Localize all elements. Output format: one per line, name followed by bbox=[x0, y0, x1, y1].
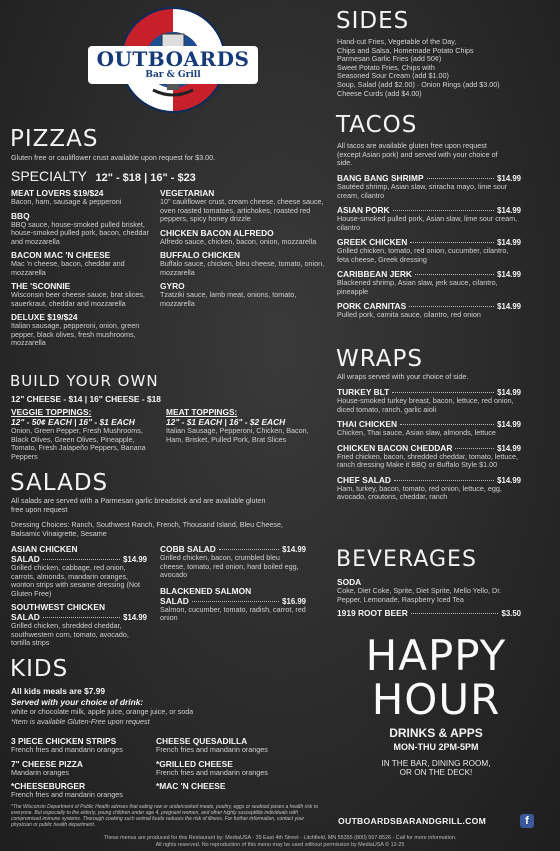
kids-item bbox=[156, 736, 316, 755]
kids-item-name: 3 PIECE CHICKEN STRIPS bbox=[11, 736, 117, 746]
wrap-price: $14.99 bbox=[497, 388, 521, 397]
wrap-name: TURKEY BLT bbox=[337, 387, 390, 397]
pizza-name: MEAT LOVERS $19/$24 bbox=[11, 188, 104, 198]
sides-line: Soup, Salad (add $2.00) · Onion Rings (add $3.00) bbox=[337, 79, 500, 89]
wrap-desc: House-smoked turkey breast, bacon, lettuce, red onion, diced tomato, ranch, garlic aioli bbox=[337, 396, 514, 414]
kids-item-name: 7" CHEESE PIZZA bbox=[11, 758, 83, 769]
taco-price: $14.99 bbox=[497, 206, 521, 215]
pizza-item bbox=[160, 250, 326, 277]
leader-dots bbox=[411, 613, 499, 614]
leader-dots bbox=[43, 617, 120, 618]
logo-subtitle: Bar & Grill bbox=[145, 70, 201, 80]
leader-dots bbox=[392, 392, 494, 393]
pizza-list-left bbox=[11, 188, 153, 348]
leader-dots bbox=[409, 306, 494, 307]
taco-name: ASIAN PORK bbox=[337, 205, 390, 215]
pizza-desc: Italian sausage, pepperoni, onion, green pepper, black olives, fresh mushrooms, mozzarella bbox=[11, 321, 140, 347]
kids-heading: KIDS bbox=[10, 656, 69, 682]
root-beer-row bbox=[337, 608, 521, 618]
soda-desc: Coke, Diet Coke, Sprite, Diet Sprite, Mello Yello, Dr. Pepper, Lemonade, Raspberry Iced Tea bbox=[337, 586, 502, 604]
specialty-label: SPECIALTY bbox=[11, 168, 87, 184]
taco-desc: Blackened shrimp, Asian slaw, jerk sauce, cilantro, pineapple bbox=[337, 278, 498, 296]
sides-line: Hand-cut Fries, Vegetable of the Day, bbox=[337, 37, 457, 46]
kids-item-desc: French fries and mandarin oranges bbox=[11, 790, 123, 799]
pizza-name: BACON MAC 'N CHEESE bbox=[11, 250, 111, 260]
sides-line: Sweet Potato Fries, Chips with bbox=[337, 62, 435, 72]
sides-heading: SIDES bbox=[336, 8, 410, 34]
happy-hour-where2: OR ON THE DECK! bbox=[399, 768, 473, 777]
salad-name: ASIAN CHICKEN bbox=[11, 544, 78, 554]
wrap-item bbox=[337, 443, 521, 470]
kids-served: Served with your choice of drink: bbox=[11, 697, 144, 707]
veggie-toppings bbox=[11, 407, 159, 461]
kids-item-name: *MAC 'N CHEESE bbox=[156, 781, 226, 791]
taco-name: CARIBBEAN JERK bbox=[337, 269, 412, 279]
taco-desc: Pulled pork, carnita sauce, cilantro, red onion bbox=[337, 310, 481, 319]
wraps-note: All wraps served with your choice of side. bbox=[337, 372, 469, 381]
wrap-name-row bbox=[337, 475, 521, 485]
salad-desc: Salmon, cucumber, tomato, radish, carrot, red onion bbox=[160, 604, 306, 622]
kids-drinks: white or chocolate milk, apple juice, orange juice, or soda bbox=[11, 707, 194, 716]
kids-item-name: CHEESE QUESADILLA bbox=[156, 736, 248, 746]
kids-list-right bbox=[156, 736, 316, 791]
specialty-prices: 12" - $18 | 16" - $23 bbox=[95, 172, 196, 184]
sides-line: Cheese Curds (add $4.00) bbox=[337, 88, 422, 98]
taco-price: $14.99 bbox=[497, 302, 521, 311]
salad-list-right bbox=[160, 544, 306, 623]
pizzas-heading: PIZZAS bbox=[10, 126, 99, 152]
wrap-item bbox=[337, 419, 521, 438]
pizza-desc: 10" cauliflower crust, cream cheese, cheese sauce, oven roasted tomatoes, artichokes, roasted red peppers, spicy honey drizzle bbox=[160, 197, 324, 223]
salad-item bbox=[160, 586, 306, 623]
wrap-name: THAI CHICKEN bbox=[337, 419, 398, 429]
taco-item bbox=[337, 205, 521, 232]
footer-line1: These menus are produced for this Restaurant by: MediaUSA · 35 East 4th Street · Litchfield, MN 55355 (800) 567-8526 · Call for more information. bbox=[103, 835, 457, 841]
leader-dots bbox=[400, 424, 494, 425]
leader-dots bbox=[455, 448, 494, 449]
kids-price-line: All kids meals are $7.99 bbox=[11, 686, 106, 696]
taco-item bbox=[337, 173, 521, 200]
wrap-price: $14.99 bbox=[497, 420, 521, 429]
leader-dots bbox=[219, 549, 279, 550]
wrap-desc: Fried chicken, bacon, shredded cheddar, tomato, lettuce, ranch dressing Make it BBQ or Buffalo Style $1.00 bbox=[337, 451, 518, 469]
salad-item bbox=[11, 544, 147, 598]
footer bbox=[0, 835, 560, 848]
taco-price: $14.99 bbox=[497, 174, 521, 183]
tacos-list bbox=[337, 173, 521, 320]
specialty-line bbox=[11, 168, 329, 186]
logo-name: OUTBOARDS bbox=[96, 47, 250, 71]
salad-item bbox=[11, 602, 147, 648]
veggie-toppings-title: VEGGIE TOPPINGS: bbox=[11, 407, 92, 417]
pizza-item bbox=[11, 211, 153, 247]
pizza-item bbox=[160, 188, 326, 224]
salad-desc: Grilled chicken, cabbage, red onion, carrots, almonds, mandarin oranges, wonton strips with sesame dressing (Not Gluten Free) bbox=[11, 563, 141, 598]
salad-name: COBB SALAD bbox=[160, 544, 216, 554]
taco-item bbox=[337, 237, 521, 264]
tacos-note: All tacos are available gluten free upon request (except Asian pork) and served with your choice of side. bbox=[337, 141, 498, 168]
kids-item bbox=[156, 781, 316, 791]
kids-item bbox=[156, 759, 316, 778]
taco-name: PORK CARNITAS bbox=[337, 301, 407, 311]
meat-toppings bbox=[166, 407, 326, 444]
wrap-name-row bbox=[337, 443, 521, 453]
salad-name: BLACKENED SALMON bbox=[160, 585, 252, 596]
salad-price: $16.99 bbox=[282, 596, 306, 606]
pizza-item bbox=[11, 281, 153, 308]
wrap-name: CHICKEN BACON CHEDDAR bbox=[337, 442, 453, 453]
pizza-name: BBQ bbox=[11, 210, 30, 221]
salad-desc: Grilled chicken, bacon, crumbled bleu cheese, tomato, red onion, hard boiled egg, avocado bbox=[160, 553, 299, 579]
outboards-logo bbox=[88, 4, 258, 116]
meat-toppings-title: MEAT TOPPINGS: bbox=[166, 407, 238, 417]
byo-prices: 12" CHEESE - $14 | 16" CHEESE - $18 bbox=[11, 394, 161, 404]
salad-name-cont: SALAD bbox=[11, 554, 40, 564]
salads-note: All salads are served with a Parmesan garlic breadstick and are available gluten free upon request bbox=[11, 496, 266, 514]
pizza-desc: Buffalo sauce, chicken, bleu cheese, tomato, onion, mozzarella bbox=[160, 259, 325, 277]
pizza-desc: Tzatziki sauce, lamb meat, onions, tomato, mozzarella bbox=[160, 290, 297, 308]
happy-hour-drinks: DRINKS & APPS bbox=[389, 726, 483, 740]
leader-dots bbox=[427, 178, 495, 179]
facebook-icon[interactable]: f bbox=[520, 814, 534, 828]
wrap-desc: Ham, turkey, bacon, tomato, red onion, lettuce, egg, avocado, croutons, cheddar, ranch bbox=[337, 483, 502, 501]
taco-price: $14.99 bbox=[497, 270, 521, 279]
leader-dots bbox=[394, 480, 494, 481]
taco-price: $14.99 bbox=[497, 238, 521, 247]
pizza-item bbox=[11, 312, 153, 348]
leader-dots bbox=[415, 274, 494, 275]
pizza-item bbox=[160, 281, 326, 308]
kids-item-name: *GRILLED CHEESE bbox=[156, 758, 233, 769]
pizza-desc: Bacon, ham, sausage & pepperoni bbox=[11, 197, 122, 206]
happy-hour-line2: HOUR bbox=[371, 675, 501, 724]
tacos-heading: TACOS bbox=[336, 112, 418, 138]
salad-price: $14.99 bbox=[123, 555, 147, 564]
happy-hour-line1: HAPPY bbox=[365, 631, 507, 680]
pizza-item bbox=[160, 228, 326, 247]
kids-item-desc: Mandarin oranges bbox=[11, 767, 69, 777]
sides-line: Parmesan Garlic Fries (add 50¢) bbox=[337, 54, 442, 64]
kids-item-desc: French fries and mandarin oranges bbox=[156, 745, 268, 754]
leader-dots bbox=[410, 242, 494, 243]
wrap-price: $14.99 bbox=[497, 475, 521, 485]
meat-toppings-list: Italian Sausage, Pepperoni, Chicken, Bacon, Ham, Brisket, Pulled Pork, Brat Slices bbox=[166, 426, 309, 444]
kids-item bbox=[11, 781, 159, 800]
website-row bbox=[338, 814, 534, 828]
health-disclaimer: *The Wisconsin Department of Public Health advises that eating raw or undercooked meats, poultry, eggs or seafood poses a health risk to everyone. But especially to the elderly, young children under age 4, pregnant women, and other highly susceptible individuals with compromised immune systems. Thorough cooking such animal foods reduces the risk of illness. For further information, contact your physician or public health department. bbox=[11, 804, 318, 828]
taco-desc: House-smoked pulled pork, Asian slaw, lime sour cream, cilantro bbox=[337, 214, 518, 232]
leader-dots bbox=[192, 601, 279, 602]
pizzas-note: Gluten free or cauliflower crust available upon request for $3.00. bbox=[11, 153, 216, 162]
kids-list-left bbox=[11, 736, 159, 800]
leader-dots bbox=[393, 210, 495, 211]
salad-name-row bbox=[160, 596, 306, 606]
salad-item bbox=[160, 544, 306, 580]
pizza-name: THE 'SCONNIE bbox=[11, 281, 71, 291]
taco-item bbox=[337, 269, 521, 296]
taco-desc: Grilled chicken, tomato, red onion, cucumber, cilantro, feta cheese, Greek dressing bbox=[337, 246, 509, 264]
pizza-desc: Mac 'n cheese, bacon, cheddar and mozzarella bbox=[11, 259, 125, 277]
taco-name: GREEK CHICKEN bbox=[337, 237, 408, 247]
kids-item-name: *CHEESEBURGER bbox=[11, 781, 85, 791]
footer-line2: All rights reserved. No reproduction of this menu may be used without permission by MediaUSA © 12-25 bbox=[155, 841, 405, 848]
pizza-list-right bbox=[160, 188, 326, 308]
wraps-list bbox=[337, 387, 521, 502]
veggie-toppings-price: 12" - 50¢ EACH | 16" - $1 EACH bbox=[11, 417, 135, 427]
pizza-desc: BBQ sauce, house-smoked pulled brisket, house-smoked pulled pork, bacon, cheddar and mozzarella bbox=[11, 219, 149, 246]
wrap-price: $14.99 bbox=[497, 443, 521, 453]
salad-name: SOUTHWEST CHICKEN bbox=[11, 602, 105, 612]
pizza-name: CHICKEN BACON ALFREDO bbox=[160, 227, 274, 238]
pizza-name: DELUXE $19/$24 bbox=[11, 312, 78, 322]
kids-item bbox=[11, 759, 159, 778]
meat-toppings-price: 12" - $1 EACH | 16" - $2 EACH bbox=[166, 417, 286, 427]
wrap-item bbox=[337, 475, 521, 502]
salad-price: $14.99 bbox=[282, 545, 306, 554]
sides-line: Chips and Salsa, Homemade Potato Chips bbox=[337, 45, 474, 55]
website-link[interactable]: OUTBOARDSBARANDGRILL.COM bbox=[338, 816, 487, 826]
salads-heading: SALADS bbox=[10, 470, 109, 496]
pizza-name: GYRO bbox=[160, 281, 185, 291]
pizza-desc: Alfredo sauce, chicken, bacon, onion, mozzarella bbox=[160, 236, 317, 246]
soda-name: SODA bbox=[337, 577, 362, 587]
pizza-item bbox=[11, 250, 153, 277]
happy-hour-where1: IN THE BAR, DINING ROOM, bbox=[381, 759, 491, 768]
salad-name-cont: SALAD bbox=[11, 612, 40, 622]
taco-item bbox=[337, 301, 521, 320]
kids-item-desc: French fries and mandarin oranges bbox=[156, 767, 268, 777]
root-beer-price: $3.50 bbox=[501, 609, 521, 618]
happy-hour-time: MON-THU 2PM-5PM bbox=[393, 742, 479, 752]
wraps-heading: WRAPS bbox=[336, 346, 423, 372]
beverages-list bbox=[337, 577, 521, 618]
byo-heading: BUILD YOUR OWN bbox=[10, 372, 159, 390]
veggie-toppings-list: Onion, Green Pepper, Fresh Mushrooms, Black Olives, Green Olives, Pineapple, Tomato, Fresh Jalapeño Peppers, Banana Peppers bbox=[11, 426, 146, 461]
sides-list bbox=[337, 38, 553, 98]
sides-line: Seasoned Sour Cream (add $1.00) bbox=[337, 71, 449, 81]
pizza-desc: Wisconsin beer cheese sauce, brat slices, sauerkraut, cheddar and mozzarella bbox=[11, 290, 145, 308]
taco-name: BANG BANG SHRIMP bbox=[337, 173, 424, 183]
kids-gf-note: *Item is available Gluten-Free upon request bbox=[11, 717, 150, 726]
kids-item bbox=[11, 736, 159, 755]
salad-price: $14.99 bbox=[123, 613, 147, 622]
wrap-desc: Chicken, Thai sauce, Asian slaw, almonds, lettuce bbox=[337, 428, 496, 437]
leader-dots bbox=[43, 559, 120, 560]
pizza-name: VEGETARIAN bbox=[160, 188, 215, 198]
pizza-item bbox=[11, 188, 153, 207]
wrap-item bbox=[337, 387, 521, 414]
root-beer-name: 1919 ROOT BEER bbox=[337, 608, 408, 618]
pizza-name: BUFFALO CHICKEN bbox=[160, 250, 241, 260]
salad-desc: Grilled chicken, shredded cheddar, southwestern corn, tomato, avocado, tortilla strips bbox=[11, 621, 129, 647]
salad-list-left bbox=[11, 544, 147, 648]
happy-hour bbox=[336, 631, 536, 777]
salad-name-cont: SALAD bbox=[160, 595, 189, 606]
taco-desc: Sautéed shrimp, Asian slaw, sriracha mayo, lime sour cream, cilantro bbox=[337, 182, 508, 200]
kids-item-desc: French fries and mandarin oranges bbox=[11, 745, 123, 754]
wrap-name: CHEF SALAD bbox=[337, 474, 391, 485]
beverages-heading: BEVERAGES bbox=[336, 547, 477, 572]
salads-dressing: Dressing Choices: Ranch, Southwest Ranch, French, Thousand Island, Bleu Cheese, Balsamic Vinaigrette, Sesame bbox=[11, 520, 283, 538]
